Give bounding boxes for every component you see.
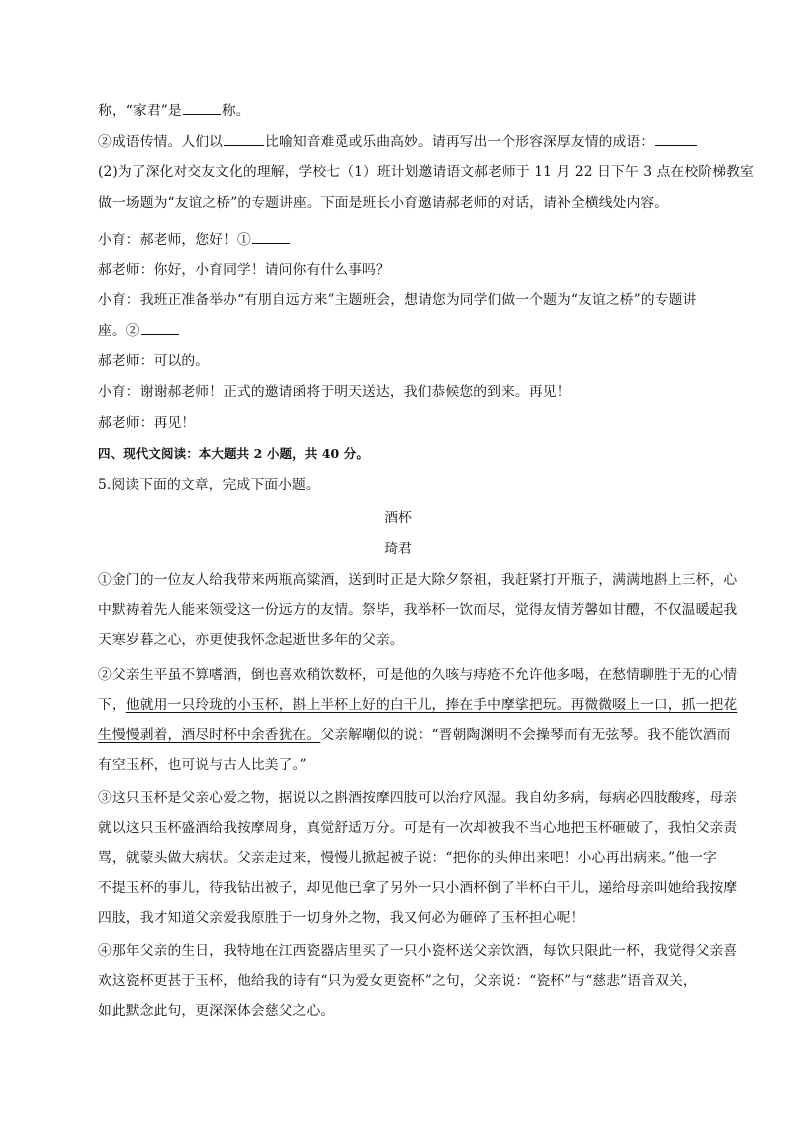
text-segment: 小育：郝老师，您好！① [98,232,251,248]
question-line: 做一场题为“友谊之桥”的专题讲座。下面是班长小育邀请郝老师的对话，请补全横线处内容。 [98,195,669,211]
paragraph-line: ④那年父亲的生日，我特地在江西瓷器店里买了一只小瓷杯送父亲饮酒，每饮只限此一杯，我觉得父亲喜 [98,943,738,959]
paragraph-line: 有空玉杯，也可说与古人比美了。” [98,757,307,773]
question-number: 5.阅读下面的文章，完成下面小题。 [98,477,320,493]
text-segment: 下， [98,697,126,713]
dialogue-line [98,229,291,250]
section-heading: 四、现代文阅读：本大题共 2 小题，共 40 分。 [98,446,370,461]
dialogue-line: 郝老师：可以的。 [98,353,210,369]
dialogue-line: 小育：我班正准备举办“有朋自远方来”主题班会，想请您为同学们做一个题为“友谊之桥”的专题讲 [98,292,697,308]
answer-blank[interactable] [655,131,697,146]
article-author: 琦君 [384,541,412,557]
dialogue-line: 郝老师：再见！ [98,415,196,431]
text-segment: 称。 [221,103,250,119]
paragraph-line: 中默祷着先人能来领受这一份远方的友情。祭毕，我举杯一饮而尽，觉得友情芳馨如甘醴，不仅温暖起我 [98,602,738,618]
answer-blank[interactable] [141,320,179,335]
paragraph-line: 如此默念此句，更深深体会慈父之心。 [98,1003,335,1019]
paragraph-line: 不提玉杯的事儿，待我钻出被子，却见他已拿了另外一只小酒杯倒了半杯白干儿，递给母亲叫她给我按摩 [98,880,738,896]
underlined-sentence: 他就用一只玲珑的小玉杯，斟上半杯上好的白干儿，捧在手中摩挲把玩。再微微啜上一口，抓一把花 [125,697,738,713]
question-line [98,131,698,152]
text-segment: ②成语传情。人们以 [98,134,224,150]
question-line [98,100,250,121]
paragraph-line: 四肢，我才知道父亲爱我原胜于一切身外之物，我又何必为砸碎了玉杯担心呢！ [98,910,585,926]
text-segment: 座。② [98,323,140,339]
question-line: (2)为了深化对交友文化的理解，学校七（1）班计划邀请语文郝老师于 11 月 22 日下午 3 点在校阶梯教室 [98,164,754,180]
paragraph-line: 天寒岁暮之心，亦更使我怀念起逝世多年的父亲。 [98,632,404,648]
paragraph-line [98,725,731,745]
text-segment: 父亲解嘲似的说：“晋朝陶渊明不会操琴而有无弦琴。我不能饮酒而 [320,727,731,743]
dialogue-line [98,320,180,341]
answer-blank[interactable] [252,229,290,244]
paragraph-line [98,695,737,715]
article-title: 酒杯 [384,510,412,526]
underlined-sentence: 生慢慢剥着，酒尽时杯中余香犹在。 [98,727,321,743]
dialogue-line: 郝老师：你好，小育同学！请问你有什么事吗？ [98,262,390,278]
answer-blank[interactable] [183,100,221,115]
paragraph-line: ②父亲生平虽不算嗜酒，倒也喜欢稍饮数杯，可是他的久咳与痔疮不允许他多喝，在愁情聊胜于无的心情 [98,667,738,683]
paragraph-line: ①金门的一位友人给我带来两瓶高粱酒，送到时正是大除夕祭祖，我赶紧打开瓶子，满满地斟上三杯，心 [98,572,738,588]
text-segment: 比喻知音难觅或乐曲高妙。请再写出一个形容深厚友情的成语： [265,134,655,150]
paragraph-line: ③这只玉杯是父亲心爱之物，据说以之斟酒按摩四肢可以治疗风湿。我自幼多病，每病必四肢酸疼，母亲 [98,790,738,806]
dialogue-line: 小育：谢谢郝老师！正式的邀请函将于明天送达，我们恭候您的到来。再见！ [98,384,571,400]
paragraph-line: 就以这只玉杯盛酒给我按摩周身，真觉舒适万分。可是有一次却被我不当心地把玉杯砸破了，我怕父亲责 [98,820,738,836]
paragraph-line: 骂，就蒙头做大病状。父亲走过来，慢慢儿掀起被子说：“把你的头伸出来吧！小心再出病来。”他一字 [98,850,717,866]
text-segment: 称，“家君”是 [98,103,182,119]
paragraph-line: 欢这瓷杯更甚于玉杯，他给我的诗有“只为爱女更瓷杯”之句，父亲说：“瓷杯”与“慈悲”语音双关， [98,973,697,989]
answer-blank[interactable] [224,131,264,146]
